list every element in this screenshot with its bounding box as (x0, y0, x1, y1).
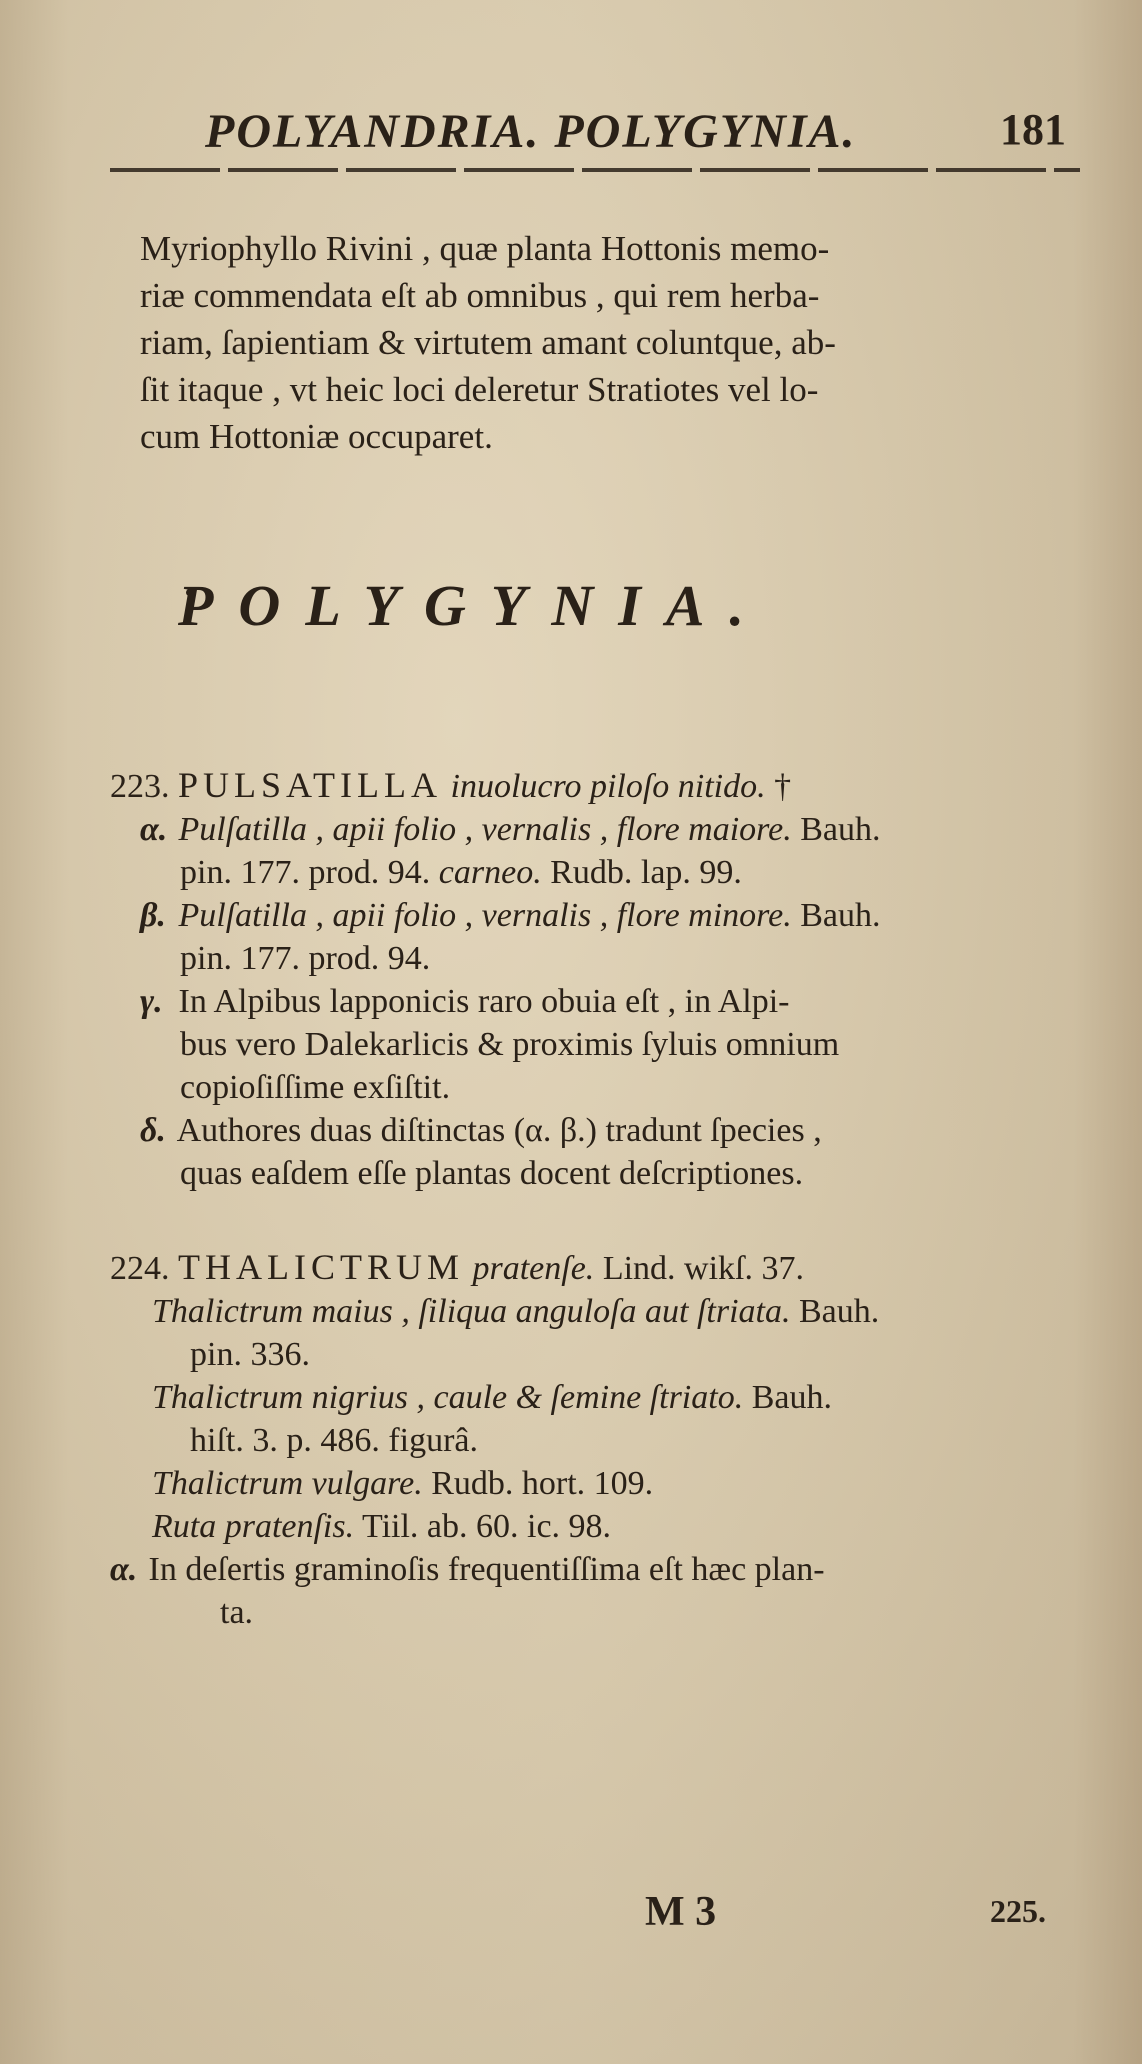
variety-letter: α. (110, 1551, 138, 1588)
note-text: ta. (220, 1594, 254, 1631)
reference-text: Bauh. (799, 1293, 880, 1330)
reference-text: pin. 177. prod. 94. (180, 854, 431, 891)
species-descriptor: pratenſe. (472, 1250, 595, 1287)
genus-name: THALICTRUM (178, 1247, 464, 1287)
section-title: POLYGYNIA. (178, 573, 769, 638)
note-line (110, 1066, 1080, 1109)
synonym-text: carneo. (438, 854, 542, 891)
reference-text: Rudb. lap. 99. (550, 854, 742, 891)
note-text: In deſertis graminoſis frequentiſſima eſt hæc plan- (148, 1551, 825, 1588)
note-text: quas eaſdem eſſe plantas docent deſcriptiones. (180, 1155, 804, 1192)
note-line (110, 1152, 1080, 1195)
synonym-line (110, 1505, 1080, 1548)
synonym-text: Pulſatilla , apii folio , vernalis , flore maiore. (178, 811, 792, 848)
entry-number: 223. (110, 768, 170, 805)
reference-text: hiſt. 3. p. 486. figurâ. (190, 1422, 479, 1459)
reference-text: Bauh. (800, 897, 881, 934)
note-text: In Alpibus lapponicis raro obuia eſt , in Alpi- (178, 983, 790, 1020)
synonym-line (110, 1333, 1080, 1376)
intro-line: ſit itaque , vt heic loci deleretur Stratiotes vel lo- (140, 370, 819, 409)
note-line (110, 1109, 1080, 1152)
reference-text: pin. 177. prod. 94. (180, 940, 431, 977)
note-text: Authores duas diſtinctas (α. β.) tradunt ſpecies , (176, 1112, 822, 1149)
reference-text: Bauh. (751, 1379, 832, 1416)
synonym-line (110, 894, 1080, 937)
synonym-text: Ruta pratenſis. (152, 1508, 355, 1545)
running-head: POLYANDRIA. POLYGYNIA. (205, 105, 857, 158)
intro-paragraph (140, 225, 1070, 460)
note-text: bus vero Dalekarlicis & proximis ſyluis omnium (180, 1026, 840, 1063)
intro-line: riam, ſapientiam & virtutem amant coluntque, ab- (140, 323, 836, 362)
synonym-line (110, 1376, 1080, 1419)
intro-line: Myriophyllo Rivini , quæ planta Hottonis memo- (140, 229, 830, 268)
page-number: 181 (1000, 105, 1066, 154)
genus-name: PULSATILLA (178, 765, 442, 805)
synonym-line (110, 1419, 1080, 1462)
entry-number: 224. (110, 1250, 170, 1287)
note-line (110, 980, 1080, 1023)
dagger-mark: † (774, 768, 792, 805)
variety-letter: γ. (140, 983, 163, 1020)
entry-heading (110, 764, 1080, 808)
note-line (110, 1548, 1080, 1591)
note-line (110, 1023, 1080, 1066)
synonym-text: Thalictrum nigrius , caule & ſemine ſtriato. (152, 1379, 744, 1416)
species-descriptor: inuolucro piloſo nitido. (450, 768, 766, 805)
reference-text: Rudb. hort. 109. (431, 1465, 654, 1502)
synonym-line (110, 937, 1080, 980)
note-text: copioſiſſime exſiſtit. (180, 1069, 451, 1106)
intro-line: cum Hottoniæ occuparet. (140, 417, 493, 456)
reference-text: Bauh. (800, 811, 881, 848)
note-line (110, 1591, 1080, 1634)
reference-text: Lind. wikſ. 37. (602, 1250, 804, 1287)
synonym-text: Thalictrum maius , ſiliqua anguloſa aut ſtriata. (152, 1293, 791, 1330)
catchword: 225. (990, 1893, 1046, 1929)
variety-letter: β. (140, 897, 166, 934)
entry-pulsatilla (110, 764, 1080, 1195)
entry-thalictrum (110, 1246, 1080, 1634)
variety-letter: α. (140, 811, 168, 848)
synonym-line (110, 1290, 1080, 1333)
synonym-line (110, 1462, 1080, 1505)
synonym-text: Pulſatilla , apii folio , vernalis , flore minore. (178, 897, 792, 934)
synonym-line (110, 808, 1080, 851)
signature-mark: M 3 (645, 1889, 717, 1935)
variety-letter: δ. (140, 1112, 166, 1149)
reference-text: pin. 336. (190, 1336, 310, 1373)
synonym-line (110, 851, 1080, 894)
header-rule (110, 168, 1080, 172)
intro-line: riæ commendata eſt ab omnibus , qui rem herba- (140, 276, 820, 315)
synonym-text: Thalictrum vulgare. (152, 1465, 423, 1502)
reference-text: Tiil. ab. 60. ic. 98. (362, 1508, 612, 1545)
entry-heading (110, 1246, 1080, 1290)
